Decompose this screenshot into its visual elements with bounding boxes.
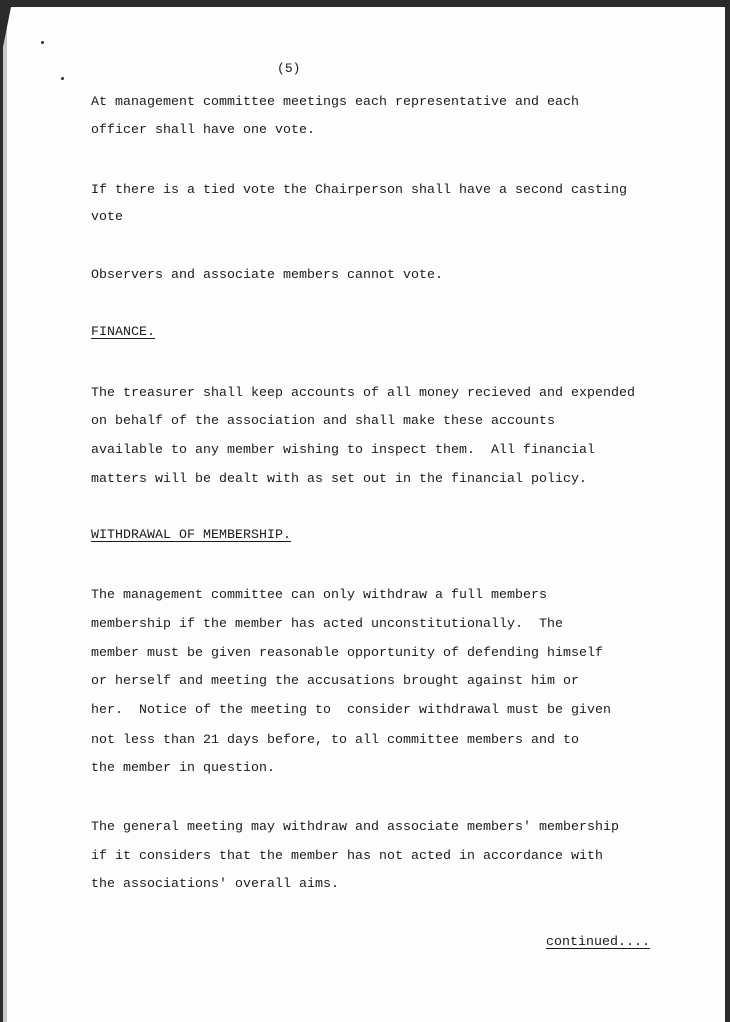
general-meeting-line: if it considers that the member has not acted in accordance with: [91, 848, 603, 863]
finance-heading: FINANCE.: [91, 324, 155, 339]
general-meeting-line: The general meeting may withdraw and associate members' membership: [91, 819, 619, 834]
page-edge-shadow: [3, 7, 7, 1022]
tied-vote-line: vote: [91, 209, 123, 224]
withdrawal-line: member must be given reasonable opportunity of defending himself: [91, 645, 603, 660]
scanned-page: [3, 7, 725, 1022]
scan-speck: [41, 41, 44, 44]
observers-line: Observers and associate members cannot vote.: [91, 267, 443, 282]
withdrawal-line: The management committee can only withdraw a full members: [91, 587, 547, 602]
voting-line: At management committee meetings each representative and each: [91, 94, 579, 109]
withdrawal-line: not less than 21 days before, to all committee members and to: [91, 732, 579, 747]
withdrawal-heading: WITHDRAWAL OF MEMBERSHIP.: [91, 527, 291, 542]
page-corner-fold: [3, 7, 11, 47]
voting-line: officer shall have one vote.: [91, 122, 315, 137]
withdrawal-line: her. Notice of the meeting to consider withdrawal must be given: [91, 702, 611, 717]
continued-note: continued....: [546, 934, 650, 949]
general-meeting-line: the associations' overall aims.: [91, 876, 339, 891]
withdrawal-line: membership if the member has acted unconstitutionally. The: [91, 616, 563, 631]
finance-line: matters will be dealt with as set out in the financial policy.: [91, 471, 587, 486]
finance-line: The treasurer shall keep accounts of all money recieved and expended: [91, 385, 635, 400]
withdrawal-line: or herself and meeting the accusations brought against him or: [91, 673, 579, 688]
finance-line: available to any member wishing to inspect them. All financial: [91, 442, 595, 457]
scan-speck: [61, 77, 64, 80]
tied-vote-line: If there is a tied vote the Chairperson shall have a second casting: [91, 182, 627, 197]
finance-line: on behalf of the association and shall make these accounts: [91, 413, 555, 428]
page-number: (5): [277, 61, 301, 76]
withdrawal-line: the member in question.: [91, 760, 275, 775]
